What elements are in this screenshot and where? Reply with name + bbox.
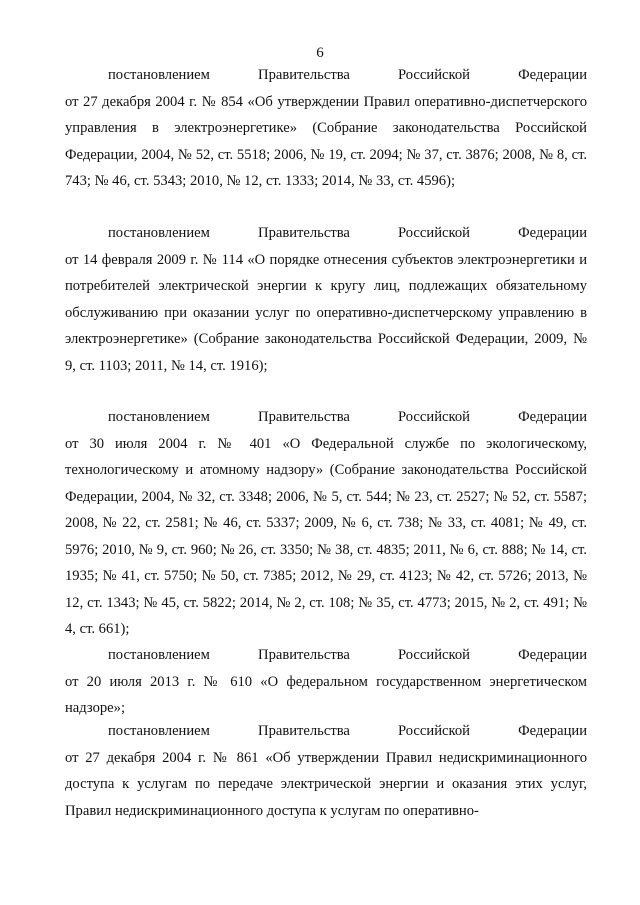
heading-word: Российской bbox=[398, 225, 470, 241]
paragraph-resolution-401 bbox=[65, 404, 587, 643]
heading-word: постановлением bbox=[108, 225, 210, 241]
heading-word: Правительства bbox=[258, 409, 350, 425]
paragraph-heading bbox=[108, 718, 587, 745]
paragraph-resolution-610 bbox=[65, 642, 587, 722]
paragraph-heading bbox=[108, 220, 587, 247]
paragraph-resolution-854 bbox=[65, 62, 587, 195]
heading-word: Российской bbox=[398, 723, 470, 739]
paragraph-resolution-114 bbox=[65, 220, 587, 379]
heading-word: Правительства bbox=[258, 225, 350, 241]
paragraph-text: от 30 июля 2004 г. № 401 «О Федеральной службе по экологическому, технологическому и атомному надзору» (Собрание законодательства Российской Федерации, 2004, № 32, ст. 3348; 2006, № 5, ст. 544; № 23, ст. 2527; № 52, ст. 5587; 2008, № 22, ст. 2581; № 46, ст. 5337; 2009, № 6, ст. 738; № 33, ст. 4081; № 49, ст. 5976; 2010, № 9, ст. 960; № 26, ст. 3350; № 38, ст. 4835; 2011, № 6, ст. 888; № 14, ст. 1935; № 41, ст. 5750; № 50, ст. 7385; 2012, № 29, ст. 4123; № 42, ст. 5726; 2013, № 12, ст. 1343; № 45, ст. 5822; 2014, № 2, ст. 108; № 35, ст. 4773; 2015, № 2, ст. 491; № 4, ст. 661); bbox=[65, 435, 587, 637]
heading-word: постановлением bbox=[108, 723, 210, 739]
heading-word: постановлением bbox=[108, 67, 210, 83]
heading-word: Федерации bbox=[518, 409, 587, 425]
paragraph-heading bbox=[108, 62, 587, 89]
heading-word: Российской bbox=[398, 67, 470, 83]
page-number: 6 bbox=[316, 45, 324, 61]
paragraph-resolution-861 bbox=[65, 718, 587, 824]
heading-word: Российской bbox=[398, 409, 470, 425]
heading-word: постановлением bbox=[108, 647, 210, 663]
heading-word: Правительства bbox=[258, 67, 350, 83]
heading-word: Федерации bbox=[518, 225, 587, 241]
heading-word: Российской bbox=[398, 647, 470, 663]
paragraph-heading bbox=[108, 404, 587, 431]
heading-word: Федерации bbox=[518, 67, 587, 83]
heading-word: Федерации bbox=[518, 723, 587, 739]
heading-word: Правительства bbox=[258, 723, 350, 739]
heading-word: Правительства bbox=[258, 647, 350, 663]
heading-word: постановлением bbox=[108, 409, 210, 425]
paragraph-text: от 20 июля 2013 г. № 610 «О федеральном государственном энергетическом надзоре»; bbox=[65, 673, 587, 716]
paragraph-text: от 27 декабря 2004 г. № 854 «Об утверждении Правил оперативно-диспетчерского управления в электроэнергетике» (Собрание законодательства Российской Федерации, 2004, № 52, ст. 5518; 2006, № 19, ст. 2094; № 37, ст. 3876; 2008, № 8, ст. 743; № 46, ст. 5343; 2010, № 12, ст. 1333; 2014, № 33, ст. 4596); bbox=[65, 93, 587, 189]
paragraph-text: от 27 декабря 2004 г. № 861 «Об утверждении Правил недискриминационного доступа к услугам по передаче электрической энергии и оказания этих услуг, Правил недискриминационного доступа к услугам по оперативно- bbox=[65, 749, 587, 819]
paragraph-text: от 14 февраля 2009 г. № 114 «О порядке отнесения субъектов электроэнергетики и потребителей электрической энергии к кругу лиц, подлежащих обязательному обслуживанию при оказании услуг по оперативно-диспетчерскому управлению в электроэнергетике» (Собрание законодательства Российской Федерации, 2009, № 9, ст. 1103; 2011, № 14, ст. 1916); bbox=[65, 251, 587, 374]
paragraph-heading bbox=[108, 642, 587, 669]
heading-word: Федерации bbox=[518, 647, 587, 663]
